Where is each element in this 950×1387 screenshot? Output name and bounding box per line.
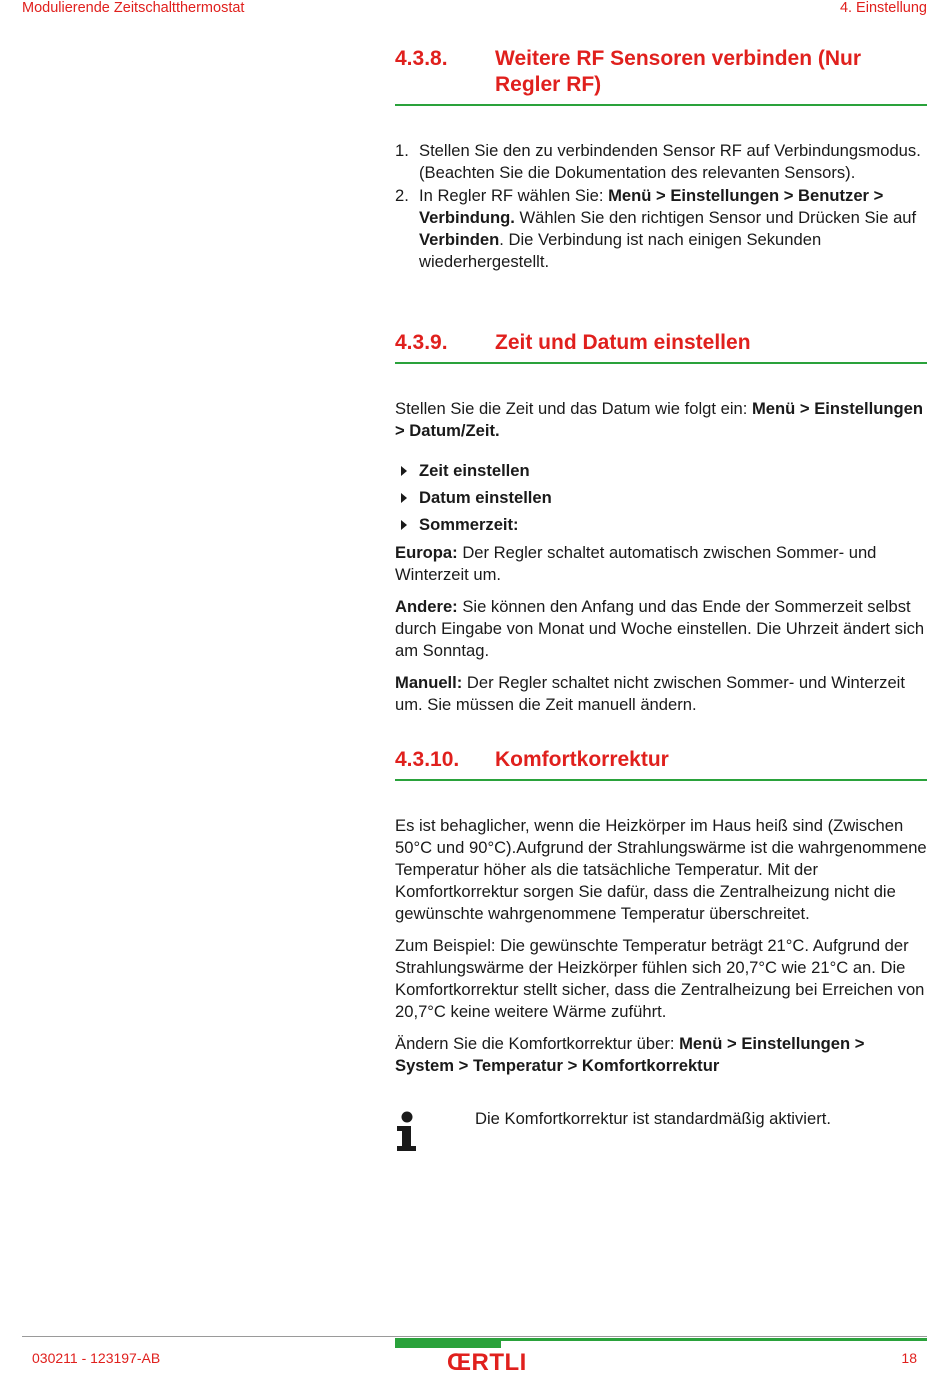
paragraph-text: Ändern Sie die Komfortkorrektur über: — [395, 1034, 680, 1053]
step-number: 1. — [395, 141, 409, 160]
triangle-bullet-icon — [401, 520, 407, 530]
section-number: 4.3.8. — [395, 47, 448, 70]
menu-path: Menü > Einstellungen > Benutzer > Verbindung. — [419, 186, 884, 227]
option-label: Europa: — [395, 543, 458, 562]
section-number: 4.3.10. — [395, 748, 460, 771]
option-text: Sie können den Anfang und das Ende der Sommerzeit selbst durch Eingabe von Monat und Woche einstellen. Die Uhrzeit ändert sich am Sonntag. — [395, 597, 925, 660]
section-4-3-10-body — [395, 815, 927, 1087]
triangle-bullet-icon — [401, 493, 407, 503]
page-number: 18 — [901, 1350, 917, 1366]
intro-paragraph — [395, 398, 927, 442]
option-text: Der Regler schaltet nicht zwischen Sommer- und Winterzeit um. Sie müssen die Zeit manuell ändern. — [395, 673, 905, 714]
step-text: . Die Verbindung ist nach einigen Sekunden wiederhergestellt. — [419, 230, 822, 271]
menu-path: Menü > Einstellungen > Datum/Zeit. — [395, 399, 923, 440]
steps-list — [395, 140, 927, 274]
andere-paragraph — [395, 596, 927, 662]
logo-accent-bar — [395, 1340, 501, 1348]
step-text: In Regler RF wählen Sie: — [419, 186, 609, 205]
section-heading-4-3-8 — [395, 46, 927, 106]
option-label: Andere: — [395, 597, 458, 616]
bullet-text: Datum einstellen — [419, 488, 552, 507]
europa-paragraph — [395, 542, 927, 586]
info-note-text: Die Komfortkorrektur ist standardmäßig aktiviert. — [475, 1109, 831, 1128]
footer-divider — [22, 1336, 927, 1337]
bullet-list — [395, 460, 927, 536]
section-title: Weitere RF Sensoren verbinden (Nur Regler RF) — [495, 47, 862, 96]
step-number: 2. — [395, 186, 409, 205]
list-item — [395, 514, 927, 536]
option-text: Der Regler schaltet automatisch zwischen Sommer- und Winterzeit um. — [395, 543, 877, 584]
manuell-paragraph — [395, 672, 927, 716]
running-header-chapter: 4. Einstellung — [839, 0, 927, 16]
comfort-paragraph-1: Es ist behaglicher, wenn die Heizkörper im Haus heiß sind (Zwischen 50°C und 90°C).Aufgrund der Strahlungswärme ist die wahrgenommene Temperatur höher als die tatsächliche Temperatur. Mit der Komfortkorrektur sorgen Sie dafür, dass die Zentralheizung nicht die gewünschte wahrgenommene Temperatur überschreitet. — [395, 816, 927, 923]
menu-path: Menü > Einstellungen > System > Temperatur > Komfortkorrektur — [395, 1034, 865, 1075]
list-item — [395, 487, 927, 509]
list-item — [395, 185, 927, 273]
comfort-paragraph-2: Zum Beispiel: Die gewünschte Temperatur beträgt 21°C. Aufgrund der Strahlungswärme der Heizkörper fühlen sich 20,7°C wie 21°C an. Die Komfortkorrektur stellt sicher, dass die Zentralheizung bei Erreichen von 20,7°C keine weitere Wärme zuführt. — [395, 936, 925, 1021]
list-item — [395, 460, 927, 482]
comfort-paragraph-3 — [395, 1033, 927, 1077]
section-title: Komfortkorrektur — [495, 748, 669, 771]
triangle-bullet-icon — [401, 466, 407, 476]
brand-logo: ŒRTLI — [447, 1349, 527, 1376]
section-title: Zeit und Datum einstellen — [495, 331, 751, 354]
bullet-text: Sommerzeit: — [419, 515, 519, 534]
step-text: Wählen Sie den richtigen Sensor und Drücken Sie auf — [514, 208, 917, 227]
step-text: Stellen Sie den zu verbindenden Sensor RF auf Verbindungsmodus. (Beachten Sie die Dokumentation des relevanten Sensors). — [419, 141, 921, 182]
bullet-text: Zeit einstellen — [419, 461, 530, 480]
section-heading-4-3-9 — [395, 330, 927, 364]
info-icon — [394, 1110, 420, 1152]
section-4-3-9-body — [395, 398, 927, 726]
section-heading-4-3-10 — [395, 747, 927, 781]
intro-text: Stellen Sie die Zeit und das Datum wie folgt ein: — [395, 399, 752, 418]
section-number: 4.3.9. — [395, 331, 448, 354]
document-reference: 030211 - 123197-AB — [32, 1350, 161, 1366]
option-label: Manuell: — [395, 673, 463, 692]
button-reference: Verbinden — [419, 230, 500, 249]
running-header-title: Modulierende Zeitschaltthermostat — [22, 0, 245, 16]
list-item — [395, 140, 927, 184]
